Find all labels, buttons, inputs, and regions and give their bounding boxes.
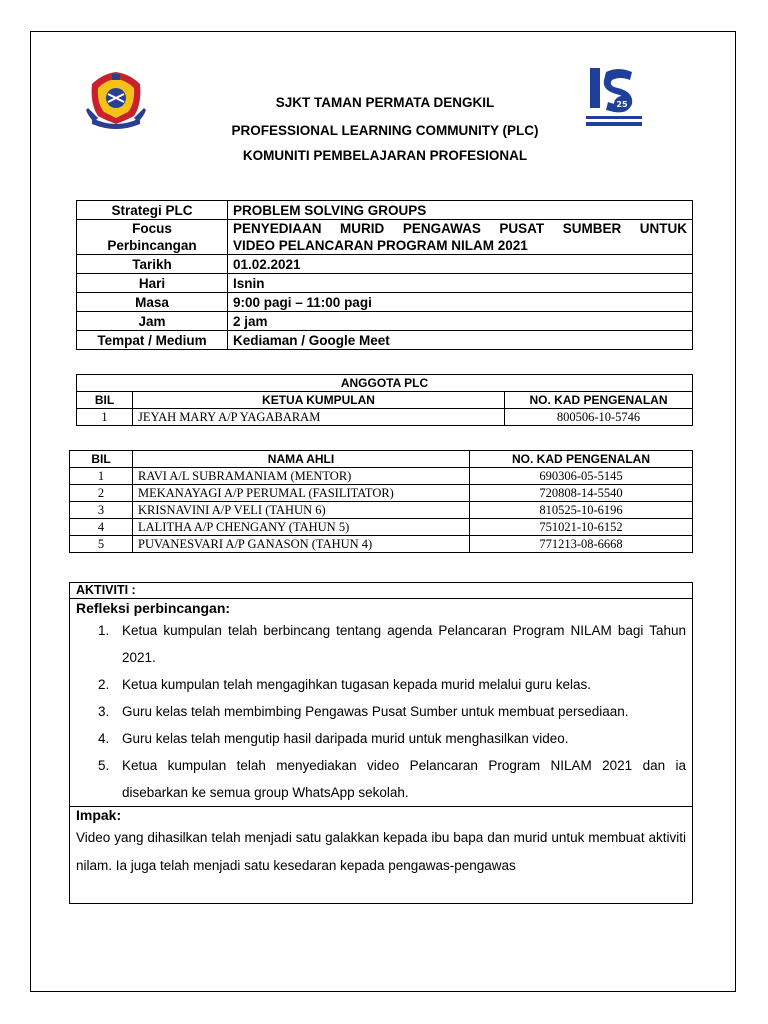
table-row	[70, 502, 693, 519]
member-table	[69, 450, 693, 553]
member-name: MEKANAYAGI A/P PERUMAL (FASILITATOR)	[133, 485, 470, 502]
plc-malay-heading: KOMUNITI PEMBELAJARAN PROFESIONAL	[242, 148, 528, 163]
info-value: Kediaman / Google Meet	[228, 331, 693, 350]
member-ic: 771213-08-6668	[470, 536, 693, 553]
table-row	[70, 468, 693, 485]
column-header: BIL	[77, 392, 133, 409]
info-row-venue	[77, 331, 693, 350]
list-text: Ketua kumpulan telah mengagihkan tugasan kepada murid melalui guru kelas.	[122, 677, 592, 692]
list-number: 3.	[98, 704, 110, 719]
info-row-focus	[77, 220, 693, 255]
member-table-header	[70, 451, 693, 468]
row-number: 3	[70, 502, 133, 519]
member-ic: 751021-10-6152	[470, 519, 693, 536]
leader-table	[76, 374, 693, 426]
table-row	[70, 536, 693, 553]
impact-heading: Impak:	[70, 806, 692, 824]
info-value: Isnin	[228, 274, 693, 293]
member-ic: 800506-10-5746	[505, 409, 693, 426]
row-number: 1	[70, 468, 133, 485]
table-row	[77, 409, 693, 426]
info-row-time	[77, 293, 693, 312]
member-name: RAVI A/L SUBRAMANIAM (MENTOR)	[133, 468, 470, 485]
activity-box	[69, 582, 693, 904]
row-number: 1	[77, 409, 133, 426]
activity-heading: AKTIVITI :	[70, 583, 692, 599]
info-label: Strategi PLC	[77, 201, 228, 220]
info-label: Jam	[77, 312, 228, 331]
leader-table-header	[77, 392, 693, 409]
table-row	[70, 485, 693, 502]
list-number: 2.	[98, 677, 110, 692]
info-value: 9:00 pagi – 11:00 pagi	[228, 293, 693, 312]
plc-heading: PROFESSIONAL LEARNING COMMUNITY (PLC)	[231, 123, 539, 138]
list-number: 4.	[98, 731, 110, 746]
svg-text:25: 25	[616, 100, 628, 109]
info-label-line: Focus	[132, 221, 172, 236]
info-label	[77, 220, 228, 255]
info-row-date	[77, 255, 693, 274]
info-label: Tempat / Medium	[77, 331, 228, 350]
member-name: LALITHA A/P CHENGANY (TAHUN 5)	[133, 519, 470, 536]
info-value: 01.02.2021	[228, 255, 693, 274]
info-value-line: PENYEDIAAN MURID PENGAWAS PUSAT SUMBER UNTUK	[233, 221, 687, 236]
column-header: NAMA AHLI	[133, 451, 470, 468]
list-text: Ketua kumpulan telah menyediakan video Pelancaran Program NILAM 2021 dan ia disebarkan ke semua group WhatsApp sekolah.	[122, 758, 686, 800]
list-item	[98, 752, 686, 806]
list-number: 5.	[98, 758, 110, 773]
row-number: 2	[70, 485, 133, 502]
row-number: 5	[70, 536, 133, 553]
table-row	[70, 519, 693, 536]
member-ic: 720808-14-5540	[470, 485, 693, 502]
member-name: KRISNAVINI A/P VELI (TAHUN 6)	[133, 502, 470, 519]
column-header: KETUA KUMPULAN	[133, 392, 505, 409]
leader-table-title: ANGGOTA PLC	[77, 375, 693, 392]
info-label: Tarikh	[77, 255, 228, 274]
row-number: 4	[70, 519, 133, 536]
info-value: 2 jam	[228, 312, 693, 331]
list-item	[98, 725, 686, 752]
column-header: NO. KAD PENGENALAN	[470, 451, 693, 468]
info-label: Hari	[77, 274, 228, 293]
info-row-strategy	[77, 201, 693, 220]
info-label-line: Perbincangan	[107, 238, 197, 253]
member-ic: 810525-10-6196	[470, 502, 693, 519]
column-header: BIL	[70, 451, 133, 468]
info-value	[228, 220, 693, 255]
reflection-list	[70, 617, 692, 806]
list-text: Guru kelas telah mengutip hasil daripada murid untuk menghasilkan video.	[122, 731, 569, 746]
column-header: NO. KAD PENGENALAN	[505, 392, 693, 409]
school-name-heading: SJKT TAMAN PERMATA DENGKIL	[275, 95, 495, 110]
plc-info-table	[76, 200, 693, 350]
info-row-hours	[77, 312, 693, 331]
impact-text: Video yang dihasilkan telah menjadi satu galakkan kepada ibu bapa dan murid untuk membuat aktiviti nilam. Ia juga telah menjadi satu kesedaran kepada pengawas-pengawas	[76, 830, 686, 873]
reflection-heading: Refleksi perbincangan:	[76, 600, 231, 616]
member-name: JEYAH MARY A/P YAGABARAM	[133, 409, 505, 426]
member-ic: 690306-05-5145	[470, 468, 693, 485]
list-item	[98, 617, 686, 671]
list-item	[98, 698, 686, 725]
school-crest-logo	[86, 64, 146, 132]
list-number: 1.	[98, 623, 110, 638]
list-text: Ketua kumpulan telah berbincang tentang agenda Pelancaran Program NILAM bagi Tahun 2021.	[122, 623, 686, 665]
leader-table-title-row	[77, 375, 693, 392]
list-text: Guru kelas telah membimbing Pengawas Pusat Sumber untuk membuat persediaan.	[122, 704, 629, 719]
member-name: PUVANESVARI A/P GANASON (TAHUN 4)	[133, 536, 470, 553]
list-item	[98, 671, 686, 698]
info-value-line: VIDEO PELANCARAN PROGRAM NILAM 2021	[233, 238, 528, 253]
info-value: PROBLEM SOLVING GROUPS	[228, 201, 693, 220]
info-row-day	[77, 274, 693, 293]
info-label: Masa	[77, 293, 228, 312]
